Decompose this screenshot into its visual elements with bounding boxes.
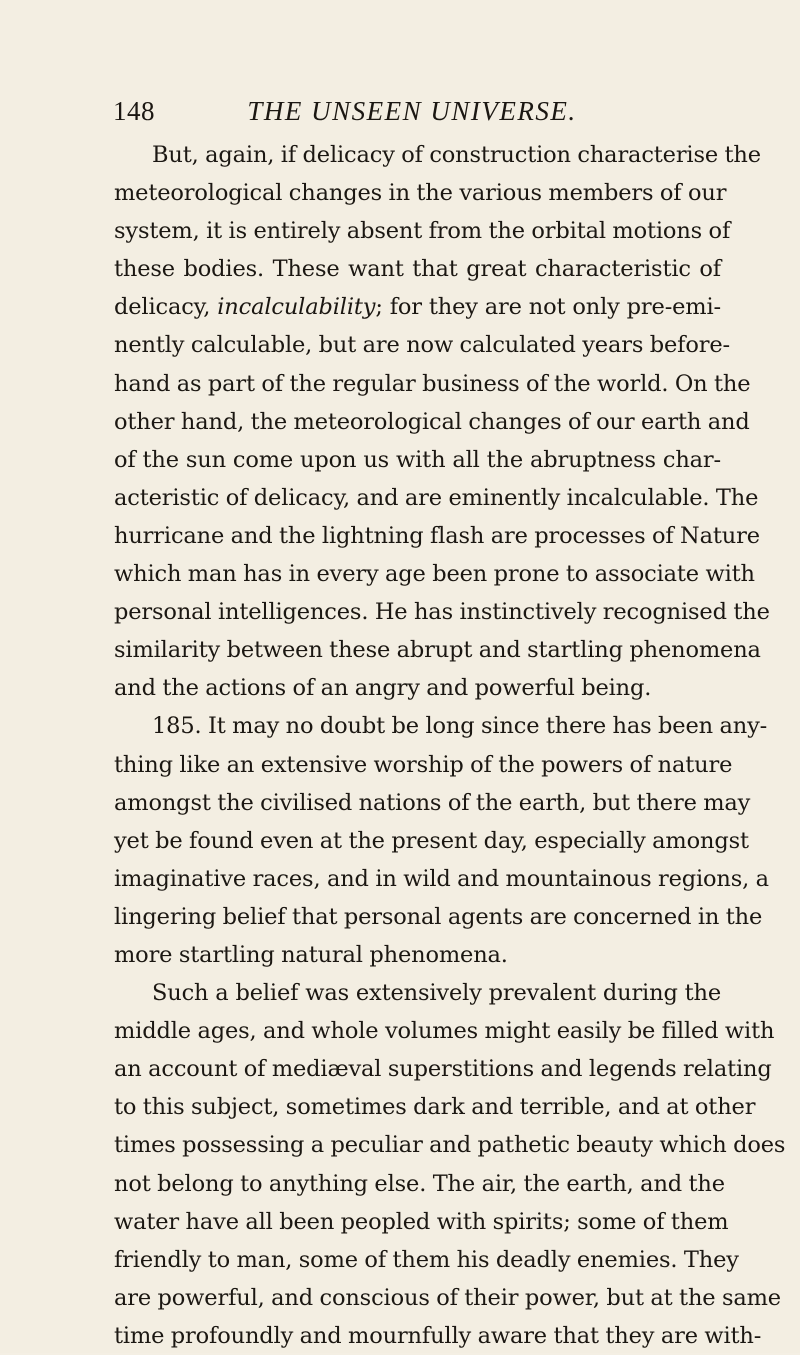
running-title: THE UNSEEN UNIVERSE. bbox=[247, 96, 577, 126]
text-line: which man has in every age been prone to associate with bbox=[114, 561, 755, 588]
page-header bbox=[113, 96, 711, 136]
text-line: of the sun come upon us with all the abruptness char- bbox=[114, 446, 721, 473]
text-line: hand as part of the regular business of the world. On the bbox=[114, 370, 751, 397]
text-segment: ; for they are not only pre-emi- bbox=[375, 294, 721, 321]
text-line: imaginative races, and in wild and mountainous regions, a bbox=[114, 865, 769, 892]
text-line: system, it is entirely absent from the orbital motions of bbox=[114, 218, 731, 245]
text-line: other hand, the meteorological changes of our earth and bbox=[114, 408, 750, 435]
text-segment: delicacy, bbox=[114, 294, 211, 321]
text-line: But, again, if delicacy of construction characterise the bbox=[152, 142, 761, 168]
text-line: middle ages, and whole volumes might easily be filled with bbox=[114, 1018, 775, 1045]
text-line: an account of mediæval superstitions and legends relating bbox=[114, 1056, 772, 1083]
italic-term: incalculability bbox=[217, 294, 376, 321]
body-text bbox=[114, 136, 786, 1355]
text-line: time profoundly and mournfully aware that they are with- bbox=[114, 1322, 762, 1349]
page-number: 148 bbox=[113, 96, 155, 126]
text-line: Such a belief was extensively prevalent during the bbox=[152, 980, 721, 1007]
text-line: not belong to anything else. The air, the earth, and the bbox=[114, 1170, 725, 1197]
text-line: amongst the civilised nations of the earth, but there may bbox=[114, 789, 751, 816]
text-line: to this subject, sometimes dark and terrible, and at other bbox=[114, 1094, 756, 1121]
text-line: personal intelligences. He has instinctively recognised the bbox=[114, 599, 770, 626]
text-line: lingering belief that personal agents are concerned in the bbox=[114, 903, 763, 930]
text-line: and the actions of an angry and powerful being. bbox=[114, 675, 652, 702]
text-line bbox=[114, 288, 721, 326]
text-line: these bodies. These want that great characteristic of bbox=[114, 256, 721, 283]
text-line: are powerful, and conscious of their power, but at the same bbox=[114, 1284, 781, 1311]
text-line: acteristic of delicacy, and are eminently incalculable. The bbox=[114, 484, 759, 511]
text-line: times possessing a peculiar and pathetic beauty which does bbox=[114, 1132, 786, 1159]
text-line: hurricane and the lightning flash are processes of Nature bbox=[114, 522, 760, 549]
text-line: friendly to man, some of them his deadly enemies. They bbox=[114, 1246, 739, 1273]
section-185-line: 185. It may no doubt be long since there has been any- bbox=[152, 713, 768, 740]
text-line: thing like an extensive worship of the powers of nature bbox=[114, 751, 733, 778]
text-line: similarity between these abrupt and startling phenomena bbox=[114, 637, 761, 664]
text-line: water have all been peopled with spirits; some of them bbox=[114, 1208, 729, 1235]
text-line: more startling natural phenomena. bbox=[114, 941, 508, 968]
text-line: meteorological changes in the various members of our bbox=[114, 180, 727, 207]
text-line: yet be found even at the present day, especially amongst bbox=[114, 827, 749, 854]
text-line: nently calculable, but are now calculated years before- bbox=[114, 332, 730, 359]
